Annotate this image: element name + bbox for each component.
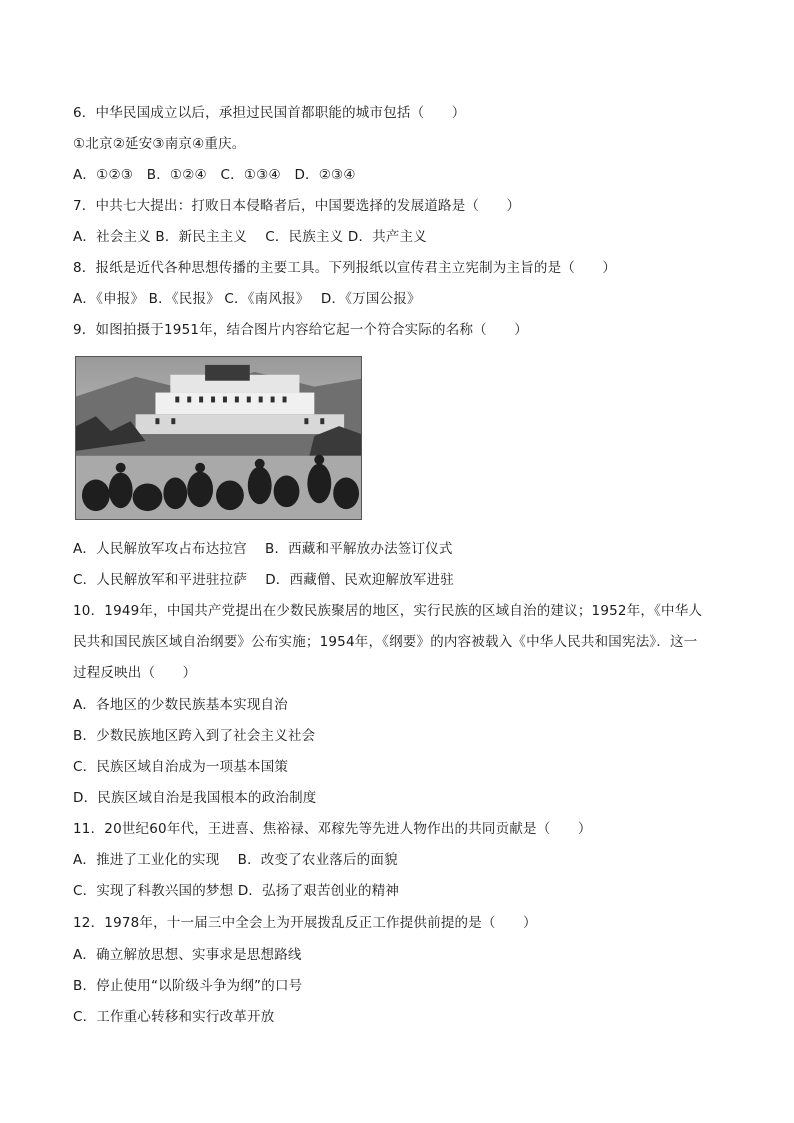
q12-option-c: C．工作重心转移和实行改革开放 bbox=[73, 1009, 275, 1025]
q9-stem: 9．如图拍摄于1951年，结合图片内容给它起一个符合实际的名称（ ） bbox=[73, 322, 528, 338]
q6-options: A．①②③ B．①②④ C．①③④ D．②③④ bbox=[73, 167, 356, 183]
q11-stem: 11．20世纪60年代，王进喜、焦裕禄、邓稼先等先进人物作出的共同贡献是（ ） bbox=[73, 821, 592, 837]
q7-options: A．社会主义 B．新民主主义 C．民族主义 D．共产主义 bbox=[73, 229, 427, 245]
q8-options: A．《申报》 B．《民报》 C．《南风报》 D．《万国公报》 bbox=[73, 291, 421, 307]
q12-stem: 12．1978年，十一届三中全会上为开展拨乱反正工作提供前提的是（ ） bbox=[73, 915, 537, 931]
q6-stem-cities: ①北京②延安③南京④重庆。 bbox=[73, 136, 246, 152]
q10-option-d: D．民族区域自治是我国根本的政治制度 bbox=[73, 790, 317, 806]
q8-stem: 8．报纸是近代各种思想传播的主要工具。下列报纸以宣传君主立宪制为主旨的是（ ） bbox=[73, 260, 617, 276]
q9-options-ab: A．人民解放军攻占布达拉宫 B．西藏和平解放办法签订仪式 bbox=[73, 541, 453, 557]
q10-option-a: A．各地区的少数民族基本实现自治 bbox=[73, 697, 288, 713]
potala-palace-photo bbox=[75, 356, 362, 520]
q6-stem: 6．中华民国成立以后，承担过民国首都职能的城市包括（ ） bbox=[73, 105, 466, 121]
q10-stem-line3: 过程反映出（ ） bbox=[73, 665, 197, 681]
q10-stem-line1: 10．1949年，中国共产党提出在少数民族聚居的地区，实行民族的区域自治的建议；1952年，《中华人 bbox=[73, 603, 703, 619]
q11-options-ab: A．推进了工业化的实现 B．改变了农业落后的面貌 bbox=[73, 852, 398, 868]
q10-stem-line2: 民共和国民族区域自治纲要》公布实施；1954年，《纲要》的内容被载入《中华人民共和国宪法》．这一 bbox=[73, 634, 698, 650]
q10-option-c: C．民族区域自治成为一项基本国策 bbox=[73, 759, 289, 775]
q9-options-cd: C．人民解放军和平进驻拉萨 D．西藏僧、民欢迎解放军进驻 bbox=[73, 572, 454, 588]
q12-option-a: A．确立解放思想、实事求是思想路线 bbox=[73, 947, 302, 963]
q10-option-b: B．少数民族地区跨入到了社会主义社会 bbox=[73, 728, 316, 744]
q11-options-cd: C．实现了科教兴国的梦想 D．弘扬了艰苦创业的精神 bbox=[73, 883, 400, 899]
q7-stem: 7．中共七大提出：打败日本侵略者后，中国要选择的发展道路是（ ） bbox=[73, 198, 521, 214]
photo-icon bbox=[76, 357, 361, 519]
q12-option-b: B．停止使用“以阶级斗争为纲”的口号 bbox=[73, 978, 303, 994]
